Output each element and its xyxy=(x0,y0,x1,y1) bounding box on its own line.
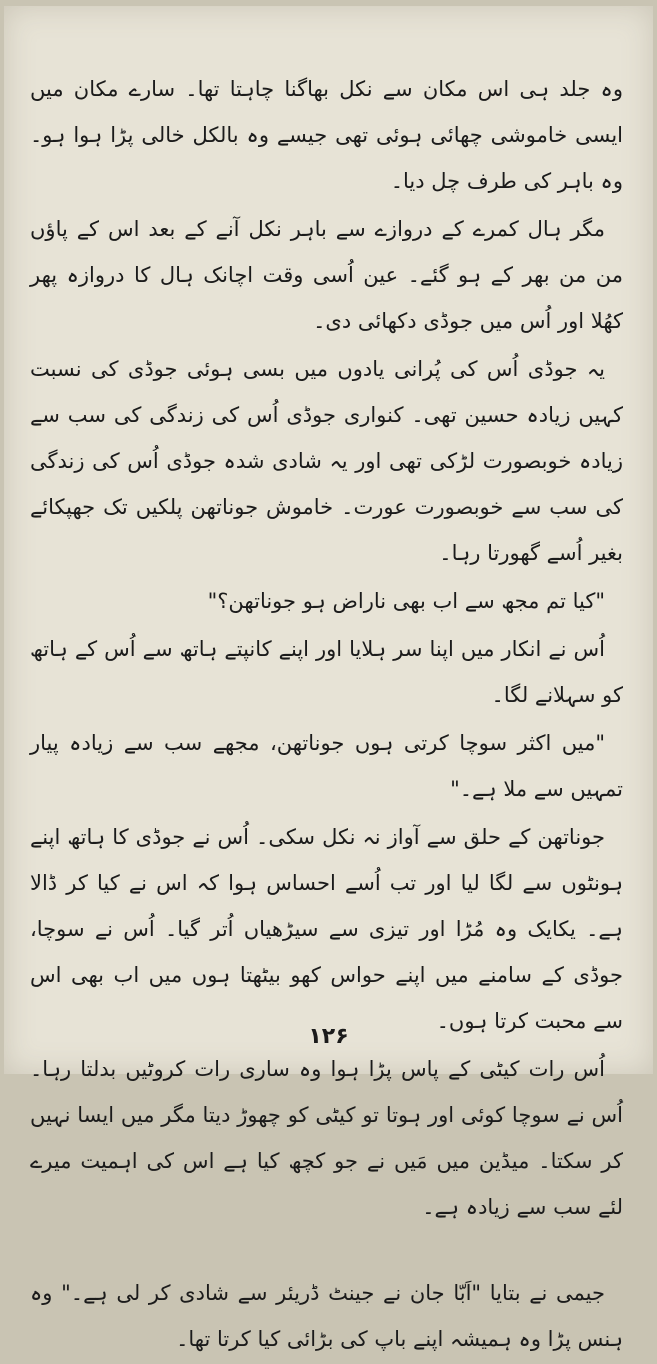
paragraph: اُس رات کیٹی کے پاس پڑا ہوا وہ ساری رات کروٹیں بدلتا رہا۔ اُس نے سوچا کوئی اور ہوتا تو کیٹی کو چھوڑ دیتا مگر میں ایسا نہیں کر سکتا۔ میڈین میں مَیں نے جو کچھ کیا ہے اس کی اہمیت میرے لئے سب سے زیادہ ہے۔ xyxy=(30,1057,623,1219)
paragraph: "میں اکثر سوچا کرتی ہوں جوناتھن، مجھے سب سے زیادہ پیار تمہیں سے ملا ہے۔" xyxy=(30,731,623,801)
paragraph: جیمی نے بتایا "اَبّا جان نے جینٹ ڈریئر سے شادی کر لی ہے۔" وہ ہنس پڑا وہ ہمیشہ اپنے باپ کی بڑائی کیا کرتا تھا۔ xyxy=(30,1281,623,1351)
paragraph: جوناتھن کے حلق سے آواز نہ نکل سکی۔ اُس نے جوڈی کا ہاتھ اپنے ہونٹوں سے لگا لیا اور تب اُسے احساس ہوا کہ اس نے کیا کر ڈالا ہے۔ یکایک وہ مُڑا اور تیزی سے سیڑھیاں اُتر گیا۔ اُس نے سوچا، جوڈی کے سامنے میں اپنے حواس کھو بیٹھتا ہوں میں اب بھی اس سے محبت کرتا ہوں۔ xyxy=(30,825,623,1033)
page-number: ۱۲۶ xyxy=(308,1024,349,1049)
paragraph: یہ جوڈی اُس کی پُرانی یادوں میں بسی ہوئی جوڈی کی نسبت کہیں زیادہ حسین تھی۔ کنواری جوڈی اُس کی زندگی کی سب سے زیادہ خوبصورت لڑکی تھی اور یہ شادی شدہ جوڈی اُس کی زندگی کی سب سے خوبصورت عورت۔ خاموش جوناتھن پلکیں تک جھپکائے بغیر اُسے گھورتا رہا۔ xyxy=(30,357,623,565)
page-body-text xyxy=(30,66,623,1364)
paragraph: مگر ہال کمرے کے دروازے سے باہر نکل آنے کے بعد اس کے پاؤں من من بھر کے ہو گئے۔ عین اُسی وقت اچانک ہال کا دروازہ پھر کھُلا اور اُس میں جوڈی دکھائی دی۔ xyxy=(30,217,623,333)
paragraph: اُس نے انکار میں اپنا سر ہلایا اور اپنے کانپتے ہاتھ سے اُس کے ہاتھ کو سہلانے لگا۔ xyxy=(30,637,623,707)
book-page xyxy=(4,6,653,1351)
paragraph: "کیا تم مجھ سے اب بھی ناراض ہو جوناتھن؟" xyxy=(207,589,605,613)
paragraph: وہ جلد ہی اس مکان سے نکل بھاگنا چاہتا تھا۔ سارے مکان میں ایسی خاموشی چھائی ہوئی تھی جیسے وہ بالکل خالی پڑا ہوا ہو۔ وہ باہر کی طرف چل دیا۔ xyxy=(30,77,623,193)
